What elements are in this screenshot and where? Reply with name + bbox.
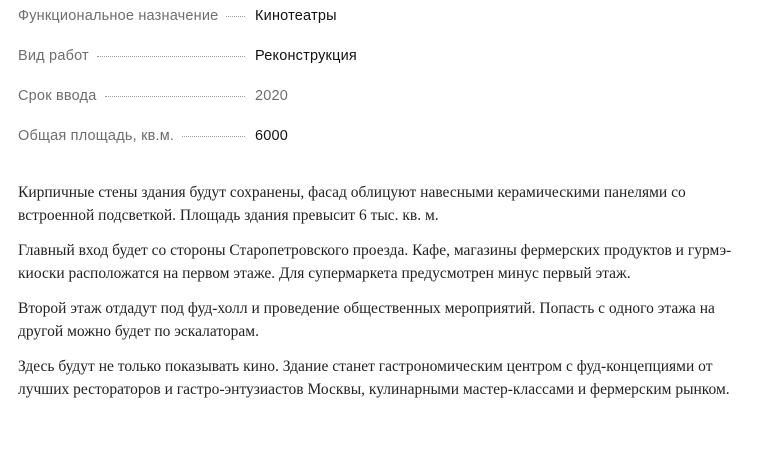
spec-value-area: 6000 xyxy=(255,128,289,144)
article-body xyxy=(18,181,738,413)
article-paragraph-1: Кирпичные стены здания будут сохранены, фасад облицуют навесными керамическими панелями со встроенной подсветкой. Площадь здания превысит 6 тыс. кв. м. xyxy=(18,184,686,224)
article-paragraph-3: Второй этаж отдадут под фуд-холл и проведение общественных мероприятий. Попасть с одного этажа на другой можно будет по эскалаторам. xyxy=(18,300,715,340)
spec-value-completion: 2020 xyxy=(255,88,289,104)
spec-row-function xyxy=(18,8,758,48)
spec-label-wrap xyxy=(18,128,245,144)
spec-label-work-type: Вид работ xyxy=(18,48,89,64)
spec-label-wrap xyxy=(18,88,245,104)
spec-label-wrap xyxy=(18,8,245,24)
dotted-leader xyxy=(97,56,245,57)
spec-label-completion: Срок ввода xyxy=(18,88,97,104)
spec-label-function: Функциональное назначение xyxy=(18,8,219,24)
spec-label-area: Общая площадь, кв.м. xyxy=(18,128,175,144)
dotted-leader xyxy=(226,16,245,17)
dotted-leader xyxy=(105,96,246,97)
article-paragraph-2: Главный вход будет со стороны Старопетровского проезда. Кафе, магазины фермерских продуктов и гурмэ-киоски расположатся на первом этаже. Для супермаркета предусмотрен минус первый этаж. xyxy=(18,242,732,282)
project-specs xyxy=(18,8,758,168)
spec-row-work-type xyxy=(18,48,758,88)
dotted-leader xyxy=(182,136,245,137)
spec-row-area xyxy=(18,128,758,168)
spec-value-function: Кинотеатры xyxy=(255,8,337,24)
spec-value-work-type: Реконструкция xyxy=(255,48,357,64)
spec-row-completion xyxy=(18,88,758,128)
spec-label-wrap xyxy=(18,48,245,64)
article-paragraph-4: Здесь будут не только показывать кино. Здание станет гастрономическим центром с фуд-концепциями от лучших рестораторов и гастро-энтузиастов Москвы, кулинарными мастер-классами и фермерским рынком. xyxy=(18,358,730,398)
